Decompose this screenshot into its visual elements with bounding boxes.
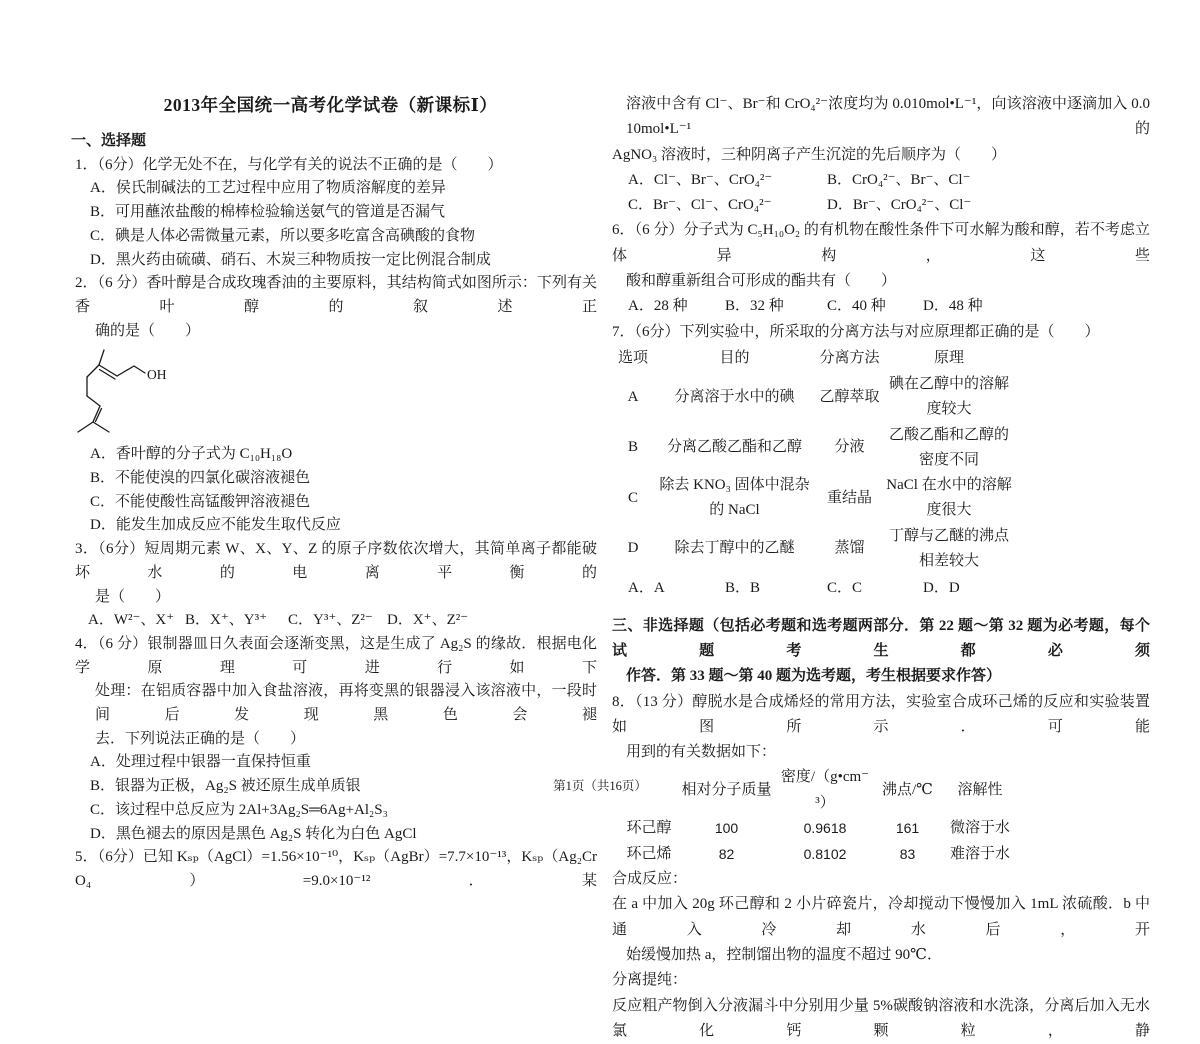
table-row: C 除去 KNO₃ 固体中混杂的 NaCl 重结晶 NaCl 在水中的溶解度很大 <box>614 473 1016 524</box>
question-4-stem-line3: 去．下列说法正确的是（ ） <box>95 728 597 752</box>
question-7-option-a: A．A <box>628 576 725 601</box>
separation-text: 反应粗产物倒入分液漏斗中分别用少量 5%碳酸钠溶液和水洗涤，分离后加入无水氯化钙颗粒，静 <box>612 994 1150 1044</box>
question-2-option-c: C．不能使酸性高锰酸钾溶液褪色 <box>90 491 597 515</box>
q8-th-boiling-point: 沸点/℃ <box>875 765 940 816</box>
separation-label: 分离提纯： <box>612 968 1150 993</box>
question-3-options <box>88 609 597 633</box>
question-1-option-a: A．侯氏制碱法的工艺过程中应用了物质溶解度的差异 <box>90 177 597 201</box>
section-3-line1: 三、非选择题（包括必考题和选考题两部分．第 22 题～第 32 题为必考题，每个试题考生都必须 <box>612 614 1150 665</box>
question-5-continuation <box>612 92 1150 218</box>
question-4-stem-line1: 4．（6 分）银制器皿日久表面会逐渐变黑，这是生成了 Ag₂S 的缘故．根据电化学原理可进行如下 <box>75 633 597 680</box>
question-5-option-b: B．CrO₄²⁻、Br⁻、Cl⁻ <box>827 168 1150 193</box>
hydroxyl-label: OH <box>147 367 167 382</box>
q8-th-molar-mass: 相对分子质量 <box>678 765 775 816</box>
geraniol-structure-diagram <box>65 344 597 443</box>
question-6-option-b: B．32 种 <box>725 294 827 319</box>
q7-th-option: 选项 <box>614 345 652 372</box>
q7-th-purpose: 目的 <box>652 345 817 372</box>
question-7-option-c: C．C <box>827 576 923 601</box>
question-2-option-b: B．不能使溴的四氯化碳溶液褪色 <box>90 467 597 491</box>
question-3-stem-line1: 3．（6分）短周期元素 W、X、Y、Z 的原子序数依次增大，其简单离子都能破坏水的电离平衡的 <box>75 538 597 585</box>
q8-th-solubility: 溶解性 <box>940 765 1020 816</box>
question-5-option-d: D．Br⁻、CrO₄²⁻、Cl⁻ <box>827 193 1150 218</box>
question-1-option-c: C．碘是人体必需微量元素，所以要多吃富含高碘酸的食物 <box>90 225 597 249</box>
question-1 <box>75 154 597 273</box>
question-4-option-b: B．银器为正极，Ag₂S 被还原生成单质银 <box>90 775 597 799</box>
question-7-option-d: D．D <box>923 576 1150 601</box>
question-3-option-d: D．X⁺、Z²⁻ <box>387 609 597 633</box>
table-row: 环己烯 82 0.8102 83 难溶于水 <box>620 842 1020 868</box>
question-2-stem-line1: 2．（6 分）香叶醇是合成玫瑰香油的主要原料，其结构简式如图所示：下列有关香叶醇的叙述正 <box>75 272 597 319</box>
question-4-option-a: A．处理过程中银器一直保持恒重 <box>90 751 597 775</box>
question-3-stem-line2: 是（ ） <box>95 586 597 610</box>
question-8-stem-line2: 用到的有关数据如下： <box>626 740 1150 765</box>
section-3-line2: 作答．第 33 题～第 40 题为选考题，考生根据要求作答） <box>626 664 1150 689</box>
question-5-options-row1 <box>628 168 1150 193</box>
table-header-row <box>614 345 1016 372</box>
question-5-option-c: C．Br⁻、Cl⁻、CrO₄²⁻ <box>628 193 827 218</box>
question-2-option-a: A．香叶醇的分子式为 C₁₀H₁₈O <box>90 443 597 467</box>
question-4-option-c: C．该过程中总反应为 2Al+3Ag₂S═6Ag+Al₂S₃ <box>90 799 597 823</box>
question-5-cont-line1: 溶液中含有 Cl⁻、Br⁻和 CrO₄²⁻浓度均为 0.010mol•L⁻¹，向该溶液中逐滴加入 0.010mol•L⁻¹ 的 <box>626 92 1150 143</box>
q7-th-method: 分离方法 <box>817 345 882 372</box>
question-2-stem-line2: 确的是（ ） <box>95 320 597 344</box>
question-7-option-b: B．B <box>725 576 827 601</box>
question-2-option-d: D．能发生加成反应不能发生取代反应 <box>90 514 597 538</box>
table-row: 环己醇 100 0.9618 161 微溶于水 <box>620 816 1020 842</box>
question-6-options <box>628 294 1150 319</box>
question-7-options <box>628 576 1150 601</box>
question-8 <box>612 690 1150 1044</box>
right-column <box>612 92 1150 1044</box>
question-5-option-a: A．Cl⁻、Br⁻、CrO₄²⁻ <box>628 168 827 193</box>
question-7 <box>612 320 1150 602</box>
section-3-heading <box>612 614 1150 690</box>
geraniol-skeletal-formula <box>65 344 180 443</box>
table-row: A 分离溶于水中的碘 乙醇萃取 碘在乙醇中的溶解度较大 <box>614 372 1016 423</box>
question-1-option-b: B．可用蘸浓盐酸的棉棒检验输送氨气的管道是否漏气 <box>90 201 597 225</box>
procedure-line2: 始缓慢加热 a，控制馏出物的温度不超过 90℃． <box>626 943 1150 968</box>
question-3-option-b: B．X⁺、Y³⁺ <box>185 609 288 633</box>
question-8-stem-line1: 8．（13 分）醇脱水是合成烯烃的常用方法，实验室合成环己烯的反应和实验装置如图所示．可能 <box>612 690 1150 741</box>
question-3 <box>75 538 597 633</box>
question-3-option-a: A．W²⁻、X⁺ <box>88 609 185 633</box>
question-4-stem-line2: 处理：在铝质容器中加入食盐溶液，再将变黑的银器浸入该溶液中，一段时间后发现黑色会褪 <box>95 680 597 727</box>
question-7-stem: 7．（6分）下列实验中，所采取的分离方法与对应原理都正确的是（ ） <box>612 320 1150 345</box>
question-4-option-d: D．黑色褪去的原因是黑色 Ag₂S 转化为白色 AgCl <box>90 823 597 847</box>
section-1-heading: 一、选择题 <box>71 130 597 154</box>
question-6-stem-line2: 酸和醇重新组合可形成的酯共有（ ） <box>626 269 1150 294</box>
q8-th-density: 密度/（g•cm⁻³） <box>775 765 875 816</box>
question-5-options-row2 <box>628 193 1150 218</box>
page-title: 2013年全国统一高考化学试卷（新课标Ⅰ） <box>63 92 598 117</box>
question-4 <box>75 633 597 846</box>
synthesis-reaction-label: 合成反应： <box>612 867 1150 892</box>
table-row: B 分离乙酸乙酯和乙醇 分液 乙酸乙酯和乙醇的密度不同 <box>614 423 1016 474</box>
question-6-option-d: D．48 种 <box>923 294 1150 319</box>
question-6-option-a: A．28 种 <box>628 294 725 319</box>
question-6-stem-line1: 6．（6 分）分子式为 C₅H₁₀O₂ 的有机物在酸性条件下可水解为酸和醇，若不考虑立体异构，这些 <box>612 218 1150 269</box>
question-3-option-c: C．Y³⁺、Z²⁻ <box>288 609 387 633</box>
question-5-cont-line2: AgNO₃ 溶液时，三种阴离子产生沉淀的先后顺序为（ ） <box>612 143 1150 168</box>
question-6 <box>612 218 1150 319</box>
table-row: D 除去丁醇中的乙醚 蒸馏 丁醇与乙醚的沸点相差较大 <box>614 524 1016 575</box>
q7-th-principle: 原理 <box>882 345 1016 372</box>
question-1-option-d: D．黑火药由硫磺、硝石、木炭三种物质按一定比例混合制成 <box>90 249 597 273</box>
question-2 <box>75 272 597 538</box>
question-1-stem: 1．（6分）化学无处不在，与化学有关的说法不正确的是（ ） <box>75 154 597 178</box>
q7-separation-table <box>614 345 1016 574</box>
question-6-option-c: C．40 种 <box>827 294 923 319</box>
procedure-line1: 在 a 中加入 20g 环己醇和 2 小片碎瓷片，冷却搅动下慢慢加入 1mL 浓硫酸．b 中通入冷却水后，开 <box>612 892 1150 943</box>
page-footer: 第1页（共16页） <box>0 776 1200 794</box>
question-5-stem: 5．（6分）已知 Kₛₚ（AgCl）=1.56×10⁻¹⁰，Kₛₚ（AgBr）=7.7×10⁻¹³，Kₛₚ（Ag₂CrO₄）=9.0×10⁻¹²．某 <box>75 846 597 893</box>
